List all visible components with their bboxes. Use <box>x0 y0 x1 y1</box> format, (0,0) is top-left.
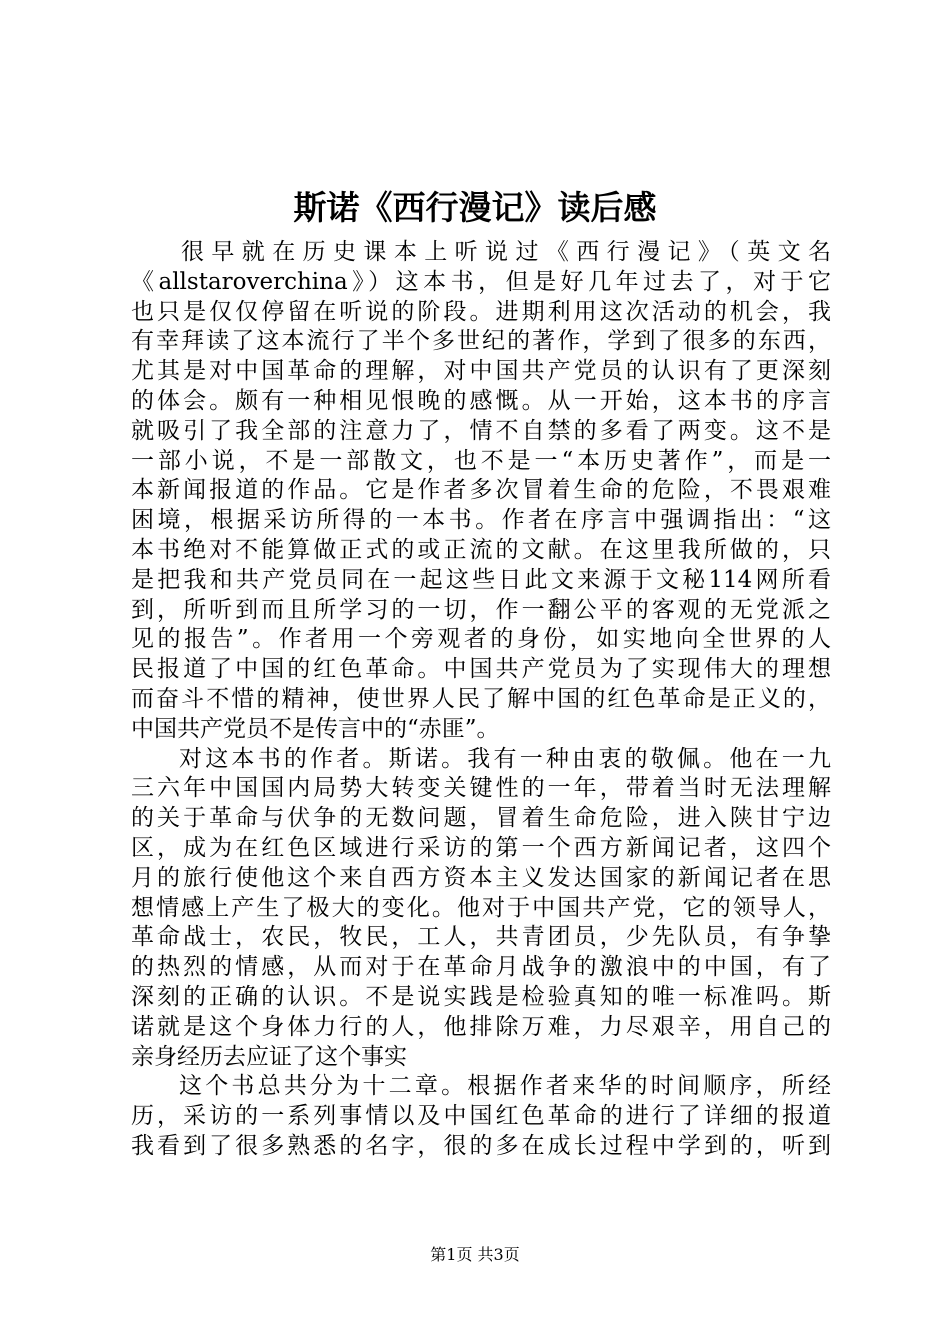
text-line: 也只是仅仅停留在听说的阶段。进期利用这次活动的机会，我 <box>131 298 831 325</box>
text-line: 一部小说，不是一部散文，也不是一“本历史著作”，而是一 <box>131 447 831 474</box>
text-line: 尤其是对中国革命的理解，对中国共产党员的认识有了更深刻 <box>131 358 831 385</box>
text-line: 深刻的正确的认识。不是说实践是检验真知的唯一标准吗。斯 <box>131 983 831 1010</box>
text-line: 有幸拜读了这本流行了半个多世纪的著作，学到了很多的东西， <box>131 328 831 355</box>
text-line: 《allstaroverchina》）这本书，但是好几年过去了，对于它 <box>131 268 831 295</box>
text-line: 的体会。颇有一种相见恨晚的感慨。从一开始，这本书的序言 <box>131 387 831 414</box>
text-line: 很早就在历史课本上听说过《西行漫记》（英文名 <box>181 239 831 265</box>
text-line: 革命战士，农民，牧民，工人，共青团员，少先队员，有争挚 <box>131 924 831 951</box>
page-footer: 第1页 共3页 <box>430 1245 520 1264</box>
text-line: 本书绝对不能算做正式的或正流的文献。在这里我所做的，只 <box>131 536 831 563</box>
text-line: 诺就是这个身体力行的人，他排除万难，力尽艰辛，用自己的 <box>131 1013 831 1040</box>
text-line: 就吸引了我全部的注意力了，情不自禁的多看了两变。这不是 <box>131 417 831 444</box>
text-line: 这个书总共分为十二章。根据作者来华的时间顺序，所经 <box>179 1073 831 1100</box>
text-line: 到，所听到而且所学习的一切，作一翻公平的客观的无党派之 <box>131 596 831 623</box>
text-line: 对这本书的作者。斯诺。我有一种由衷的敬佩。他在一九 <box>179 745 831 772</box>
text-line: 区，成为在红色区域进行采访的第一个西方新闻记者，这四个 <box>131 834 831 861</box>
text-line: 亲身经历去应证了这个事实 <box>131 1043 407 1070</box>
text-line: 民报道了中国的红色革命。中国共产党员为了实现伟大的理想 <box>131 656 831 683</box>
page-title: 斯诺《西行漫记》读后感 <box>293 188 657 227</box>
text-line: 而奋斗不惜的精神，使世界人民了解中国的红色革命是正义的， <box>131 685 831 712</box>
text-line: 历，采访的一系列事情以及中国红色革命的进行了详细的报道 <box>131 1103 831 1130</box>
text-line: 本新闻报道的作品。它是作者多次冒着生命的危险，不畏艰难 <box>131 477 831 504</box>
document-body <box>131 238 831 1162</box>
text-line: 三六年中国国内局势大转变关键性的一年，带着当时无法理解 <box>131 775 831 802</box>
text-line: 见的报告”。作者用一个旁观者的身份，如实地向全世界的人 <box>131 626 831 653</box>
text-line: 的热烈的情感，从而对于在革命月战争的激浪中的中国，有了 <box>131 954 831 981</box>
text-line: 我看到了很多熟悉的名字，很的多在成长过程中学到的，听到 <box>131 1132 831 1159</box>
text-line: 月的旅行使他这个来自西方资本主义发达国家的新闻记者在思 <box>131 864 831 891</box>
text-line: 中国共产党员不是传言中的“赤匪”。 <box>131 715 500 742</box>
text-line: 想情感上产生了极大的变化。他对于中国共产党，它的领导人， <box>131 894 831 921</box>
text-line: 困境，根据采访所得的一本书。作者在序言中强调指出：“这 <box>131 507 831 534</box>
text-line: 是把我和共产党员同在一起这些日此文来源于文秘114网所看 <box>131 566 831 593</box>
text-line: 的关于革命与伏争的无数问题，冒着生命危险，进入陕甘宁边 <box>131 805 831 832</box>
